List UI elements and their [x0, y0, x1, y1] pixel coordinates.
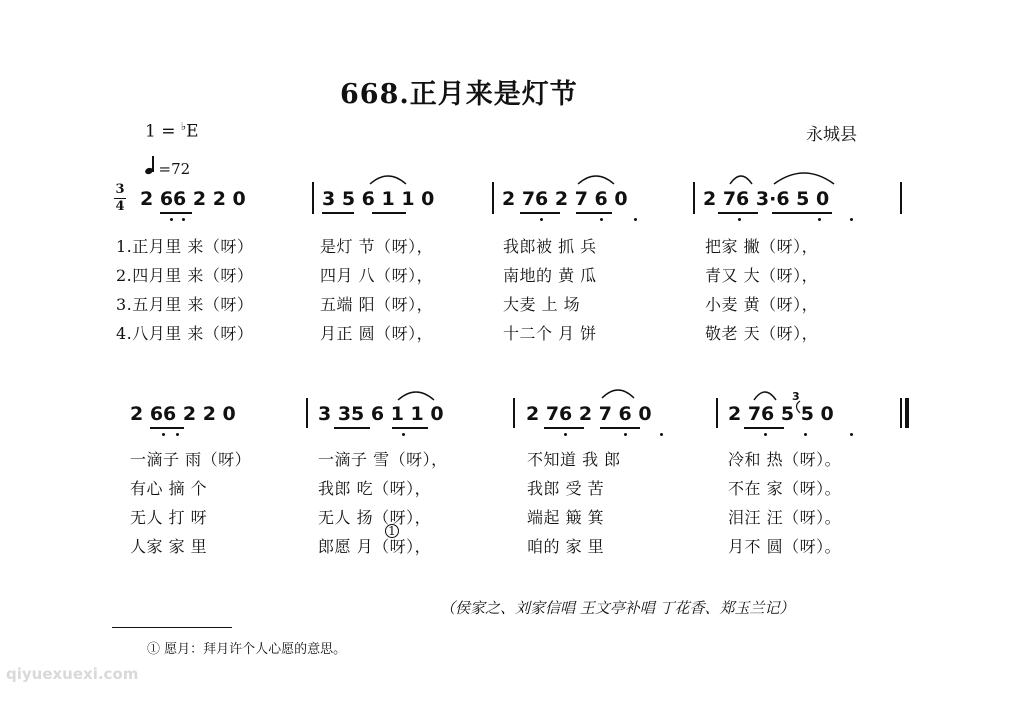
s2-beam [744, 427, 784, 429]
time-signature [114, 183, 126, 214]
s2-barline-3 [716, 398, 718, 428]
s2-final-barline-thin [900, 398, 902, 428]
time-signature-top: 3 [115, 182, 125, 197]
flat-sign: ♭ [180, 120, 187, 133]
low-octave-dot [176, 433, 179, 436]
slur [752, 386, 778, 402]
tempo-value: =72 [158, 160, 191, 178]
s1-beam [718, 212, 758, 214]
s1-barline-2 [492, 182, 494, 214]
s1-beam [520, 212, 560, 214]
s2-v4-m2: 郎愿 月（呀）， [318, 537, 432, 556]
slur [772, 166, 836, 186]
s1-measure-3: 2 76 2 7 6 0 [502, 188, 628, 210]
low-octave-dot [600, 218, 603, 221]
s1-v4-m3: 十二个 月 饼 [503, 324, 597, 343]
low-octave-dot [818, 218, 821, 221]
low-octave-dot [764, 433, 767, 436]
slur [368, 170, 408, 186]
footnote-marker: 1 [385, 524, 399, 538]
key-prefix: 1 = [145, 121, 181, 142]
footnote-text: ① 愿月：拜月许个人心愿的意思。 [147, 642, 347, 657]
s1-v2-m1: 2.四月里 来（呀） [116, 266, 254, 285]
s1-v1-m4: 把家 撇（呀）， [705, 237, 819, 256]
grace-slur [792, 400, 802, 414]
s1-v4-m1: 4.八月里 来（呀） [116, 324, 254, 343]
tempo-marking [145, 158, 190, 178]
s2-v1-m2: 一滴子 雪（呀）， [318, 450, 448, 469]
s2-measure-4: 2 76 5 5 0 [728, 403, 834, 425]
s2-v3-m4: 泪汪 汪（呀）。 [728, 508, 842, 527]
s2-v2-m2: 我郎 吃（呀）， [318, 479, 432, 498]
low-octave-dot [624, 433, 627, 436]
quarter-note-stem [152, 156, 154, 172]
footnote-divider [112, 627, 232, 628]
key-signature [145, 120, 199, 142]
s2-final-barline-thick [905, 398, 909, 428]
slur [576, 170, 616, 186]
song-title: 668.正月来是灯节 [340, 79, 578, 110]
s1-beam [576, 212, 612, 214]
low-octave-dot [564, 433, 567, 436]
slur [728, 170, 754, 186]
credit-line: （侯家之、刘家信唱 王文亭补唱 丁花香、郑玉兰记） [440, 599, 795, 617]
s2-barline-1 [306, 398, 308, 428]
s2-v3-m2: 无人 扬（呀）， [318, 508, 432, 527]
key-note: E [186, 121, 199, 142]
s1-measure-4: 2 76 3·6 5 0 [703, 188, 830, 210]
s1-v4-m2: 月正 圆（呀）， [320, 324, 434, 343]
low-octave-dot [850, 218, 853, 221]
s1-barline-end [900, 182, 902, 214]
low-octave-dot [738, 218, 741, 221]
s1-measure-2: 3 5 6 1 1 0 [322, 188, 435, 210]
slur [396, 386, 436, 402]
low-octave-dot [162, 433, 165, 436]
low-octave-dot [182, 218, 185, 221]
region-label: 永城县 [806, 125, 857, 145]
s1-v3-m2: 五端 阳（呀）， [320, 295, 434, 314]
s1-v2-m2: 四月 八（呀）， [320, 266, 434, 285]
low-octave-dot [804, 433, 807, 436]
time-signature-bottom: 4 [115, 199, 125, 214]
low-octave-dot [634, 218, 637, 221]
s2-v3-m3: 端起 簸 箕 [527, 508, 605, 527]
low-octave-dot [660, 433, 663, 436]
s2-v3-m1: 无人 打 呀 [130, 508, 208, 527]
s1-measure-1: 2 66 2 2 0 [140, 188, 246, 210]
s1-beam [772, 212, 832, 214]
s1-v1-m1: 1.正月里 来（呀） [116, 237, 254, 256]
s2-v1-m3: 不知道 我 郎 [527, 450, 621, 469]
s2-v1-m4: 冷和 热（呀）。 [728, 450, 842, 469]
s1-beam [160, 212, 192, 214]
low-octave-dot [540, 218, 543, 221]
s2-beam [600, 427, 640, 429]
s1-barline-1 [312, 182, 314, 214]
s2-measure-2: 3 35 6 1 1 0 [318, 403, 444, 425]
s2-measure-1: 2 66 2 2 0 [130, 403, 236, 425]
s2-beam [392, 427, 428, 429]
s1-v1-m2: 是灯 节（呀）， [320, 237, 434, 256]
s1-v3-m3: 大麦 上 场 [503, 295, 581, 314]
s2-v2-m3: 我郎 受 苦 [527, 479, 605, 498]
s1-v2-m4: 青又 大（呀）， [705, 266, 819, 285]
s1-v3-m1: 3.五月里 来（呀） [116, 295, 254, 314]
s2-v1-m1: 一滴子 雨（呀） [130, 450, 252, 469]
s2-v2-m1: 有心 摘 个 [130, 479, 208, 498]
watermark: qiyuexuexi.com [6, 665, 139, 683]
s1-barline-3 [693, 182, 695, 214]
slur [600, 384, 636, 400]
s1-v3-m4: 小麦 黄（呀）， [705, 295, 819, 314]
s2-v4-m4: 月不 圆（呀）。 [728, 537, 842, 556]
s1-v4-m4: 敬老 天（呀）， [705, 324, 819, 343]
s2-v4-m1: 人家 家 里 [130, 537, 208, 556]
s2-v2-m4: 不在 家（呀）。 [728, 479, 842, 498]
s2-v4-m3: 咱的 家 里 [527, 537, 605, 556]
s1-v1-m3: 我郎被 抓 兵 [503, 237, 597, 256]
s2-beam [150, 427, 184, 429]
s2-beam [544, 427, 584, 429]
low-octave-dot [402, 433, 405, 436]
s1-beam [322, 212, 354, 214]
s2-barline-2 [513, 398, 515, 428]
low-octave-dot [850, 433, 853, 436]
s2-measure-3: 2 76 2 7 6 0 [526, 403, 652, 425]
s1-beam [372, 212, 406, 214]
s1-v2-m3: 南地的 黄 瓜 [503, 266, 597, 285]
s2-beam [334, 427, 370, 429]
low-octave-dot [170, 218, 173, 221]
grace-note: 3 [792, 390, 800, 403]
